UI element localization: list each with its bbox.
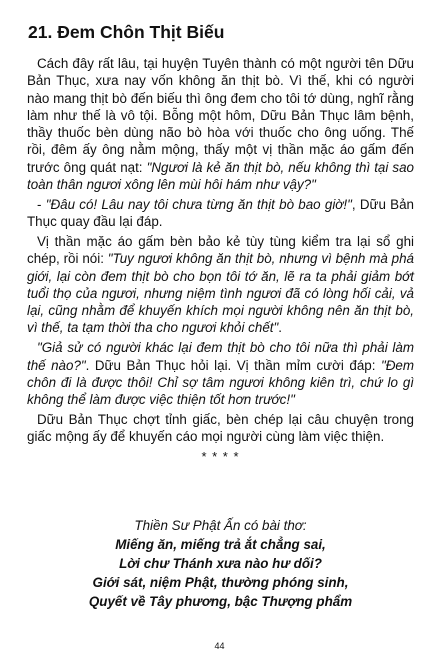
page-number: 44 [214,641,225,651]
poem-block [27,516,414,611]
poem-line: Giới sát, niệm Phật, thường phóng sinh, [92,575,349,590]
deity-quote-3: "Đem chôn đi là được thôi! Chỉ sợ tâm ngươi không kiên trì, chứ lo gì không thể làm được việc thiện tốt hơn trước!" [27,357,414,408]
paragraph-3-lead: Vị thần mặc áo gấm bèn bảo kẻ tùy tùng kiểm tra lại sổ ghi chép, rồi nói: [27,233,414,267]
deity-quote-2: "Tuy ngươi không ăn thịt bò, nhưng vì bệnh mà phá giới, lại còn đem thịt bò cho bọn tôi tớ ăn, lẽ ra ta phải giảm bớt tuổi thọ của ngươi, nhưng niệm tình ngươi đã có lòng hối cải, vả lại, cũng nhằm để khuyến khích mọi người không nên ăn thịt bò, vì thế, ta tạm thời tha cho ngươi khỏi chết" [27,251,414,336]
chapter-title: 21. Đem Chôn Thịt Biếu [28,22,225,42]
paragraph-3-tail: . [278,320,282,336]
paragraph-1 [27,55,414,193]
poem-line: Miếng ăn, miếng trả ắt chẳng sai, [115,537,326,552]
paragraph-4 [27,339,414,408]
paragraph-4-mid: . Dữu Bản Thục hỏi lại. Vị thần mỉm cười đáp: [85,357,376,373]
paragraph-1-text: Cách đây rất lâu, tại huyện Tuyên thành có một người tên Dữu Bản Thục, xưa nay vốn không ăn thịt bò. Vì thế, khi có người nào mang thịt bò đến biếu thì ông đem cho tôi tớ dùng, nghĩ rằng làm như thế là vô tội. Bỗng một hôm, Dữu Bản Thục lâm bệnh, thầy thuốc bèn dùng não bò hòa với thuốc cho ông uống. Thế rồi, đêm ấy ông nằm mộng, thấy một vị thần mặc áo gấm đến trước ông quát nạt: [27,56,414,175]
story-body [27,55,414,467]
paragraph-5: Dữu Bản Thục chợt tỉnh giấc, bèn chép lại câu chuyện trong giấc mộng ấy để khuyến cáo mọi người cùng làm việc thiện. [27,411,414,445]
section-separator: * * * * [201,449,240,465]
poem-line: Lời chư Thánh xưa nào hư dối? [119,556,322,571]
paragraph-3 [27,233,414,337]
reply-quote-1: "Đâu có! Lâu nay tôi chưa từng ăn thịt bò bao giờ!" [45,196,352,212]
reply-quote-2: "Giả sử có người khác lại đem thịt bò cho tôi nữa thì phải làm thế nào?" [27,340,414,373]
poem-intro: Thiền Sư Phật Ấn có bài thơ: [134,518,307,533]
paragraph-2 [27,196,414,231]
paragraph-2-tail: , Dữu Bản Thục quay đầu lại đáp. [27,196,414,230]
dialogue-dash: - [37,196,46,212]
deity-quote-1: "Ngươi là kẻ ăn thịt bò, nếu không thì tại sao toàn thân ngươi xông lên mùi hôi hám như vậy?" [27,159,414,193]
poem-line: Quyết về Tây phương, bậc Thượng phẩm [88,594,353,609]
